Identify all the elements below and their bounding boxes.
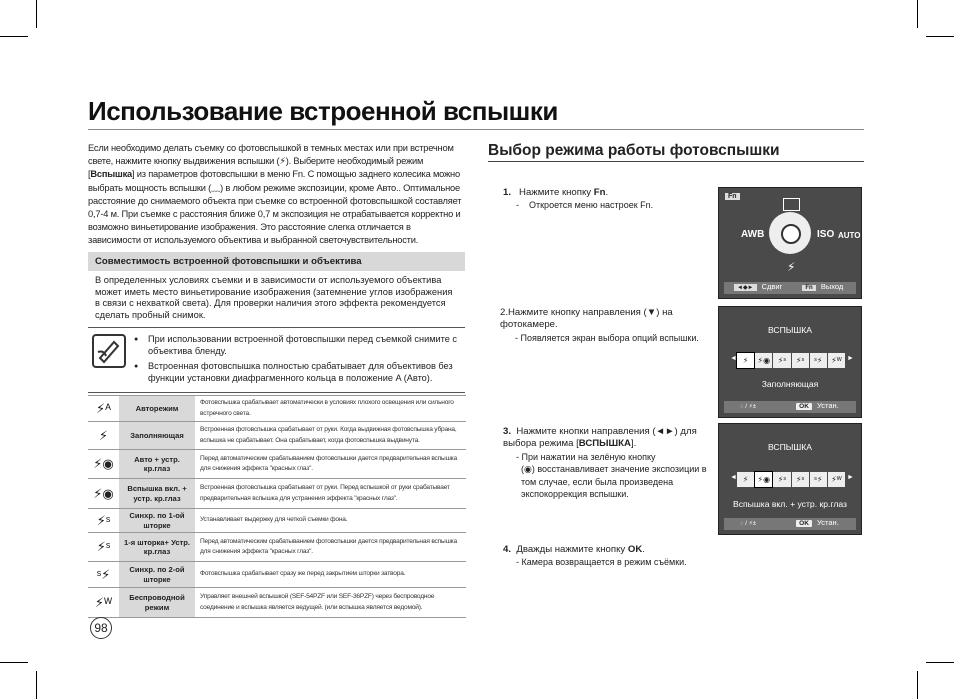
compat-section: [88, 252, 465, 326]
intro-paragraph: [88, 142, 464, 248]
flash-modes-table: [88, 395, 466, 618]
page-title: Использование встроенной вспышки: [88, 96, 864, 130]
step-4: 4. Дважды нажмите кнопку OK. - Камера возвращается в режим съёмки.: [503, 544, 718, 569]
crop-mark: [0, 662, 28, 663]
step-text-end: ].: [630, 438, 637, 450]
flash-auto-redeye-icon: ⚡◉: [88, 450, 119, 479]
intro-bold: Вспышка: [90, 169, 133, 180]
step-number: 3.: [503, 426, 512, 437]
intro-text: ] из параметров фотовспышки в меню Fn. С помощью заднего колесика можно выбрать мощность вспышки (: [88, 169, 460, 193]
mode-desc: Устанавливает выдержку для четкой съемки фона.: [195, 509, 466, 533]
table-row: [88, 533, 466, 562]
intro-text: Если необходимо делать съемку со фотовспышкой в темных местах или при встречном свете, нажмите кнопку выдвижения вспышки (: [88, 143, 454, 167]
crop-mark: [36, 671, 37, 699]
iso-auto-label: AUTO: [838, 231, 861, 240]
selected-mode-label: Заполняющая: [761, 379, 819, 389]
table-row: [88, 562, 466, 588]
iso-label: ISO: [817, 229, 835, 240]
step-sub: - При нажатии на зелёную кнопку: [516, 451, 656, 462]
table-row: [88, 588, 466, 618]
flash-icon: ⚡: [787, 260, 796, 274]
flash-screen-2: [718, 423, 862, 535]
mode-cell: ⚡: [737, 472, 754, 487]
crop-mark: [926, 36, 954, 37]
table-row: [88, 396, 466, 422]
flash-rear-sync-icon: ˢ⚡: [88, 562, 119, 588]
flash-wireless-icon: ⚡ᵂ: [88, 588, 119, 618]
mode-desc: Управляет внешней вспышкой (SEF-54PZF или SEF-36PZF) через беспроводное соединение и вспышка является ведущей. (или вспышка является ведомой).: [195, 588, 466, 618]
screen-footer: [724, 401, 856, 413]
step-bold: OK: [627, 544, 643, 555]
mode-name: Синхр. по 1-ой шторке: [119, 509, 195, 533]
dpad-center: [781, 224, 801, 244]
dial-icon: ◌ / ⚡±: [740, 521, 757, 527]
note-list: [134, 334, 460, 388]
set-label: Устан.: [817, 401, 839, 410]
step-bold: Fn: [593, 187, 606, 198]
compat-body: В определенных условиях съемки и в зависимости от используемого объектива может иметь место виньетирование изображения (затемнение углов изображения в связи с нехваткой света). Для проверки наличия этого эффекта рекомендуется сделать пробный снимок.: [95, 275, 453, 320]
dpad-top-slot: [783, 198, 800, 211]
mode-name: Беспроводной режим: [119, 588, 195, 618]
flash-screen-1: [718, 306, 862, 418]
arrow-left-icon: ◄: [730, 355, 737, 362]
mode-name: Синхр. по 2-ой шторке: [119, 562, 195, 588]
crop-mark: [917, 671, 918, 699]
mode-name: 1-я шторка+ Устр. кр.глаз: [119, 533, 195, 562]
mode-cell: ⚡◉: [755, 472, 772, 487]
mode-desc: Фотовспышка срабатывает автоматически в условиях плохого освещения или сильного встречного света.: [195, 396, 466, 422]
mode-cell: ⚡ᵂ: [828, 353, 845, 368]
flash-on-icon: ⚡: [88, 422, 119, 450]
mode-cell: ⚡ˢ: [773, 472, 790, 487]
intro-text: ) в любом режиме экспозиции, кроме Авто.. Оптимальное расстояние до снимаемого объекта при съемке со встроенной фотовспышкой составляет 0,7-4 м. При съемке с расстояния ближе 0,7 м экспозиция не отрабатывается корректно и возможно виньетирование изображения. Это расстояние слегка отличается в зависимости от используемого объектива и выбранной светочувствительности.: [88, 182, 462, 246]
page-number: 98: [90, 617, 112, 639]
step-sub: - Камера возвращается в режим съёмки.: [516, 557, 687, 568]
flash-slow-sync-redeye-icon: ⚡ˢ: [88, 533, 119, 562]
crop-mark: [36, 0, 37, 28]
step-1: 1. Нажмите кнопку Fn. - Откроется меню настроек Fn.: [503, 187, 654, 211]
note-pencil-icon: [92, 334, 126, 368]
mode-cell: ⚡ᵂ: [828, 472, 845, 487]
mode-selector: [737, 353, 845, 368]
table-row: [88, 450, 466, 479]
mode-desc: Перед автоматическим срабатыванием фотовспышки дается предварительная вспышка для снижения эффекта "красных глаз".: [195, 533, 466, 562]
screen-footer: [724, 518, 856, 530]
mode-selector: [737, 472, 845, 487]
mode-cell: ˢ⚡: [810, 353, 827, 368]
mode-desc: Встроенная фотовспышка срабатывает от руки. Перед вспышкой от руки срабатывает предварительная вспышка для устранения эффекта "красных глаз".: [195, 479, 466, 509]
note-item: ● При использовании встроенной фотовспышки перед съемкой снимите с объектива бленду.: [134, 334, 460, 357]
mode-cell: ⚡ˢ: [773, 353, 790, 368]
screen-title: ВСПЫШКА: [767, 325, 813, 335]
mode-name: Авто + устр. кр.глаз: [119, 450, 195, 479]
intro-text: ). Выберите необходимый режим [: [88, 156, 424, 180]
screen-title: ВСПЫШКА: [767, 442, 813, 452]
flash-on-redeye-icon: ⚡◉: [88, 479, 119, 509]
mode-cell: ⚡ˢ: [792, 472, 809, 487]
mode-cell: ⚡ˢ: [792, 353, 809, 368]
fn-footer-badge: Fn: [802, 285, 815, 291]
note-item: ● Встроенная фотовспышка полностью срабатывает для объективов без функции установки диафрагменного кольца в положение A (Авто).: [134, 361, 460, 384]
table-row: [88, 422, 466, 450]
mode-name: Заполняющая: [119, 422, 195, 450]
selected-mode-label: Вспышка вкл. + устр. кр.глаз: [733, 499, 847, 509]
step-sub: - Появляется экран выбора опций вспышки.: [515, 332, 699, 343]
arrow-right-icon: ►: [847, 474, 854, 481]
set-label: Устан.: [817, 518, 839, 527]
mode-desc: Перед автоматическим срабатыванием фотовспышки дается предварительная вспышка для снижения эффекта "красных глаз".: [195, 450, 466, 479]
step-text: Нажмите кнопку: [519, 187, 594, 198]
step-number: 1.: [503, 187, 512, 198]
mode-name: Авторежим: [119, 396, 195, 422]
mode-cell: ˢ⚡: [810, 472, 827, 487]
flash-auto-icon: ⚡ᴬ: [88, 396, 119, 422]
step-number: 4.: [503, 544, 512, 555]
crop-mark: [917, 0, 918, 28]
fn-footer: [724, 282, 856, 294]
dial-icon: ◄◆►: [734, 284, 757, 291]
flash-slow-sync-icon: ⚡ˢ: [88, 509, 119, 533]
step-text: Нажмите кнопки направления (◄►) для выбора режима [: [503, 426, 697, 450]
table-row: [88, 509, 466, 533]
rear-dial-icon: ﹏: [211, 182, 221, 193]
step-sub: Откроется меню настроек Fn.: [529, 200, 654, 211]
ok-button-icon: OK: [796, 520, 812, 527]
step-sub: (◉) восстанавливает значение экспозиции в том случае, если была произведена экспокоррекция вспышки.: [521, 464, 707, 500]
ok-button-icon: OK: [796, 403, 812, 410]
flash-icon: ⚡: [279, 156, 286, 167]
note-box: [88, 327, 465, 393]
awb-label: AWB: [741, 229, 765, 240]
fn-badge: Fn: [725, 193, 740, 200]
arrow-right-icon: ►: [847, 355, 854, 362]
dial-icon: ◌ / ⚡±: [740, 404, 757, 410]
mode-desc: Встроенная фотовспышка срабатывает от руки. Когда выдвижная фотовспышка убрана, вспышка не срабатывает. Она срабатывает, когда фотовспышка выдвинута.: [195, 422, 466, 450]
mode-cell: ⚡◉: [755, 353, 772, 368]
compat-heading: Совместимость встроенной фотовспышки и объектива: [88, 252, 465, 271]
arrow-left-icon: ◄: [730, 474, 737, 481]
fn-menu-screen: [718, 187, 862, 299]
mode-name: Вспышка вкл. + устр. кр.глаз: [119, 479, 195, 509]
table-row: [88, 479, 466, 509]
step-3: [503, 426, 715, 500]
crop-mark: [0, 36, 28, 37]
crop-mark: [926, 662, 954, 663]
step-text: 2.Нажмите кнопку направления (▼) на фотокамере.: [500, 307, 673, 331]
shift-label: Сдвиг: [761, 282, 783, 291]
step-bold: ВСПЫШКА: [578, 438, 631, 450]
mode-cell: ⚡: [737, 353, 754, 368]
step-text: Дважды нажмите кнопку: [516, 544, 628, 555]
mode-desc: Фотовспышка срабатывает сразу же перед закрытием шторки затвора.: [195, 562, 466, 588]
step-2: [500, 307, 715, 344]
exit-label: Выход: [820, 282, 844, 291]
section-title: Выбор режима работы фотовспышки: [488, 142, 864, 162]
